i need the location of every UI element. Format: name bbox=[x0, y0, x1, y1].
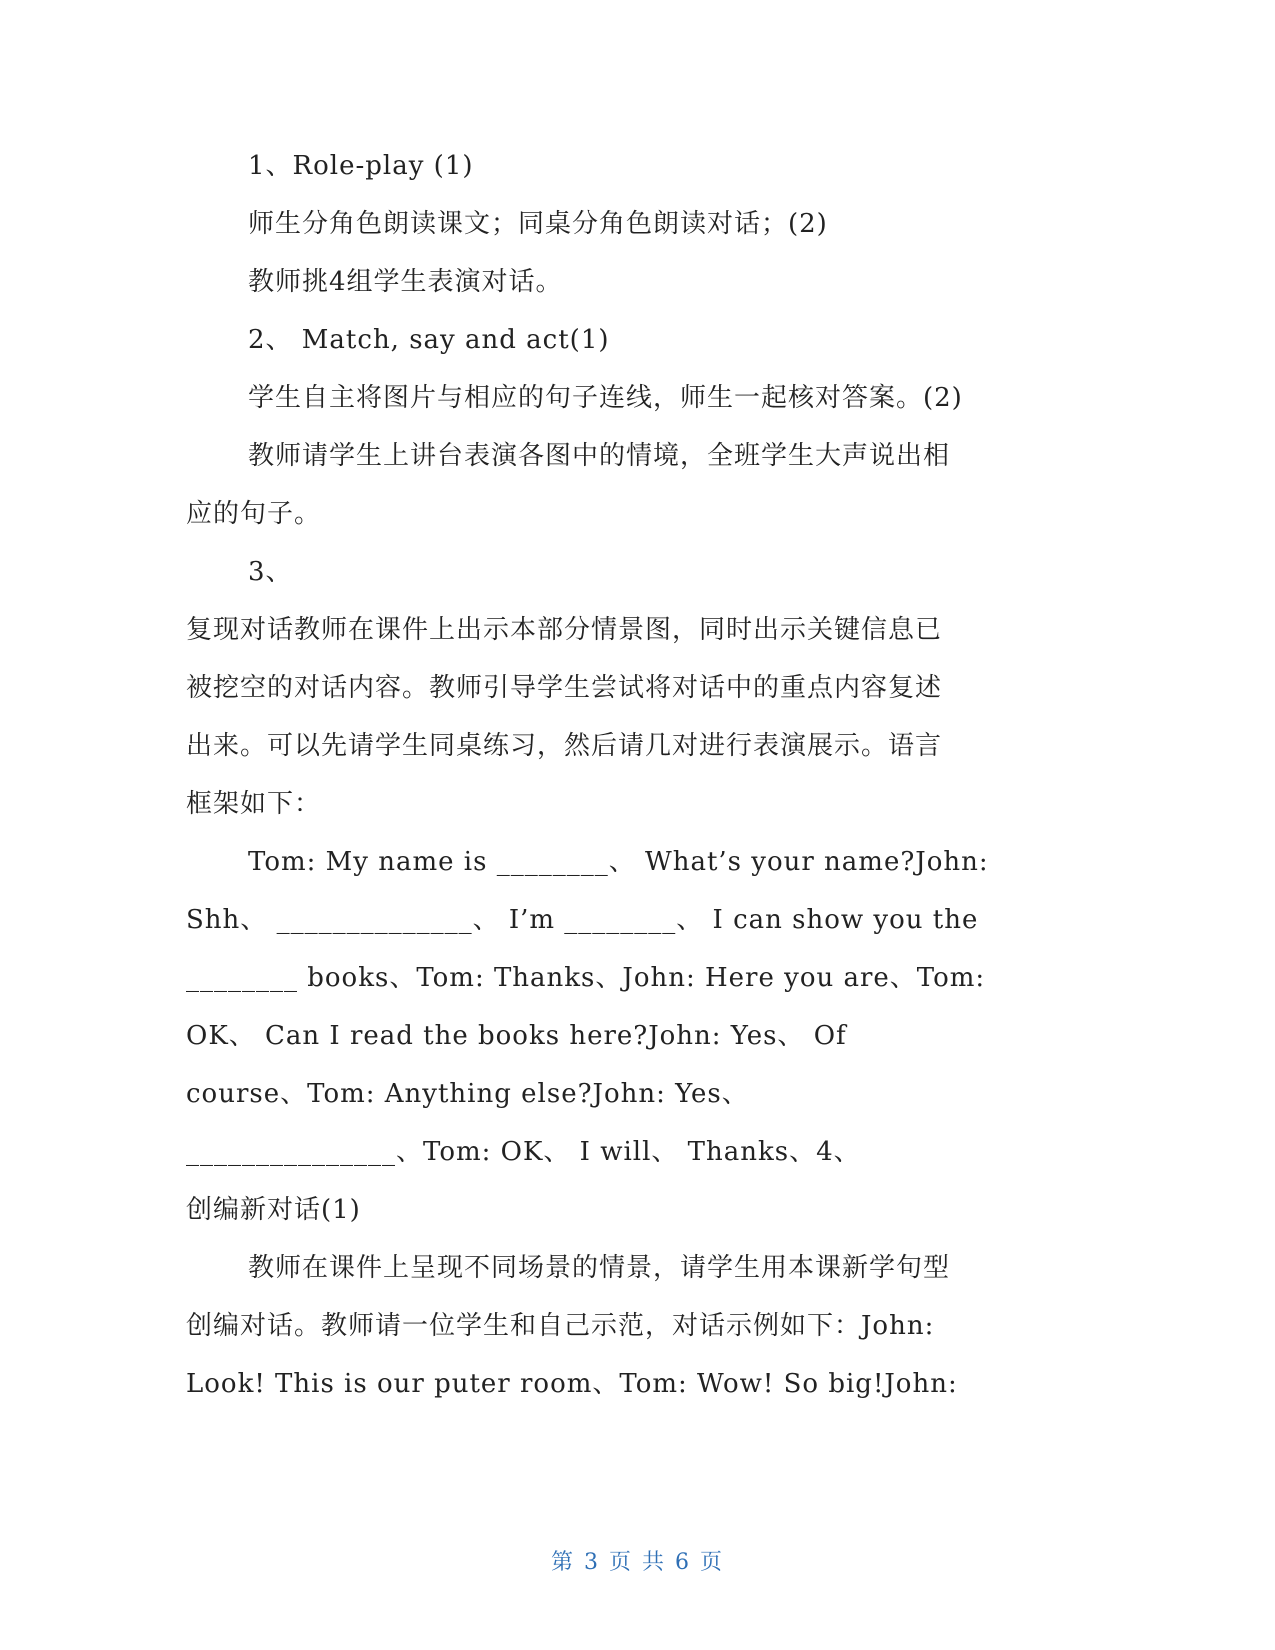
text-line: ________ books、Tom: Thanks、John: Here you are、Tom: bbox=[186, 963, 986, 993]
text-line: 教师挑4组学生表演对话。 bbox=[248, 267, 563, 297]
text-line: Shh、 ______________、 I’m ________、 I can show you the bbox=[186, 905, 979, 935]
text-line: 应的句子。 bbox=[186, 499, 322, 529]
text-line: course、Tom: Anything else?John: Yes、 bbox=[186, 1079, 749, 1109]
text-line: 师生分角色朗读课文；同桌分角色朗读对话；(2) bbox=[248, 209, 828, 239]
text-line: 教师在课件上呈现不同场景的情景，请学生用本课新学句型 bbox=[248, 1253, 951, 1283]
text-line: 复现对话教师在课件上出示本部分情景图，同时出示关键信息已 bbox=[186, 615, 943, 645]
text-line: 框架如下： bbox=[186, 789, 322, 819]
page-number-footer: 第 3 页 共 6 页 bbox=[551, 1550, 724, 1575]
text-line: 创编对话。教师请一位学生和自己示范，对话示例如下：John: bbox=[186, 1311, 935, 1341]
text-line: Look! This is our puter room、Tom: Wow! So big!John: bbox=[186, 1369, 958, 1399]
text-line: _______________、Tom: OK、 I will、 Thanks、4、 bbox=[186, 1137, 861, 1167]
text-line: OK、 Can I read the books here?John: Yes、 Of bbox=[186, 1021, 847, 1051]
text-line: 教师请学生上讲台表演各图中的情境，全班学生大声说出相 bbox=[248, 441, 951, 471]
text-line: 出来。可以先请学生同桌练习，然后请几对进行表演展示。语言 bbox=[186, 731, 943, 761]
text-line: Tom: My name is ________、 What’s your name?John: bbox=[248, 847, 989, 877]
text-line: 被挖空的对话内容。教师引导学生尝试将对话中的重点内容复述 bbox=[186, 673, 943, 703]
text-line: 2、 Match, say and act(1) bbox=[248, 325, 610, 355]
text-line: 3、 bbox=[248, 557, 293, 587]
text-line: 学生自主将图片与相应的句子连线，师生一起核对答案。(2) bbox=[248, 383, 963, 413]
text-line: 创编新对话(1) bbox=[186, 1195, 361, 1225]
text-line: 1、Role-play (1) bbox=[248, 151, 474, 181]
